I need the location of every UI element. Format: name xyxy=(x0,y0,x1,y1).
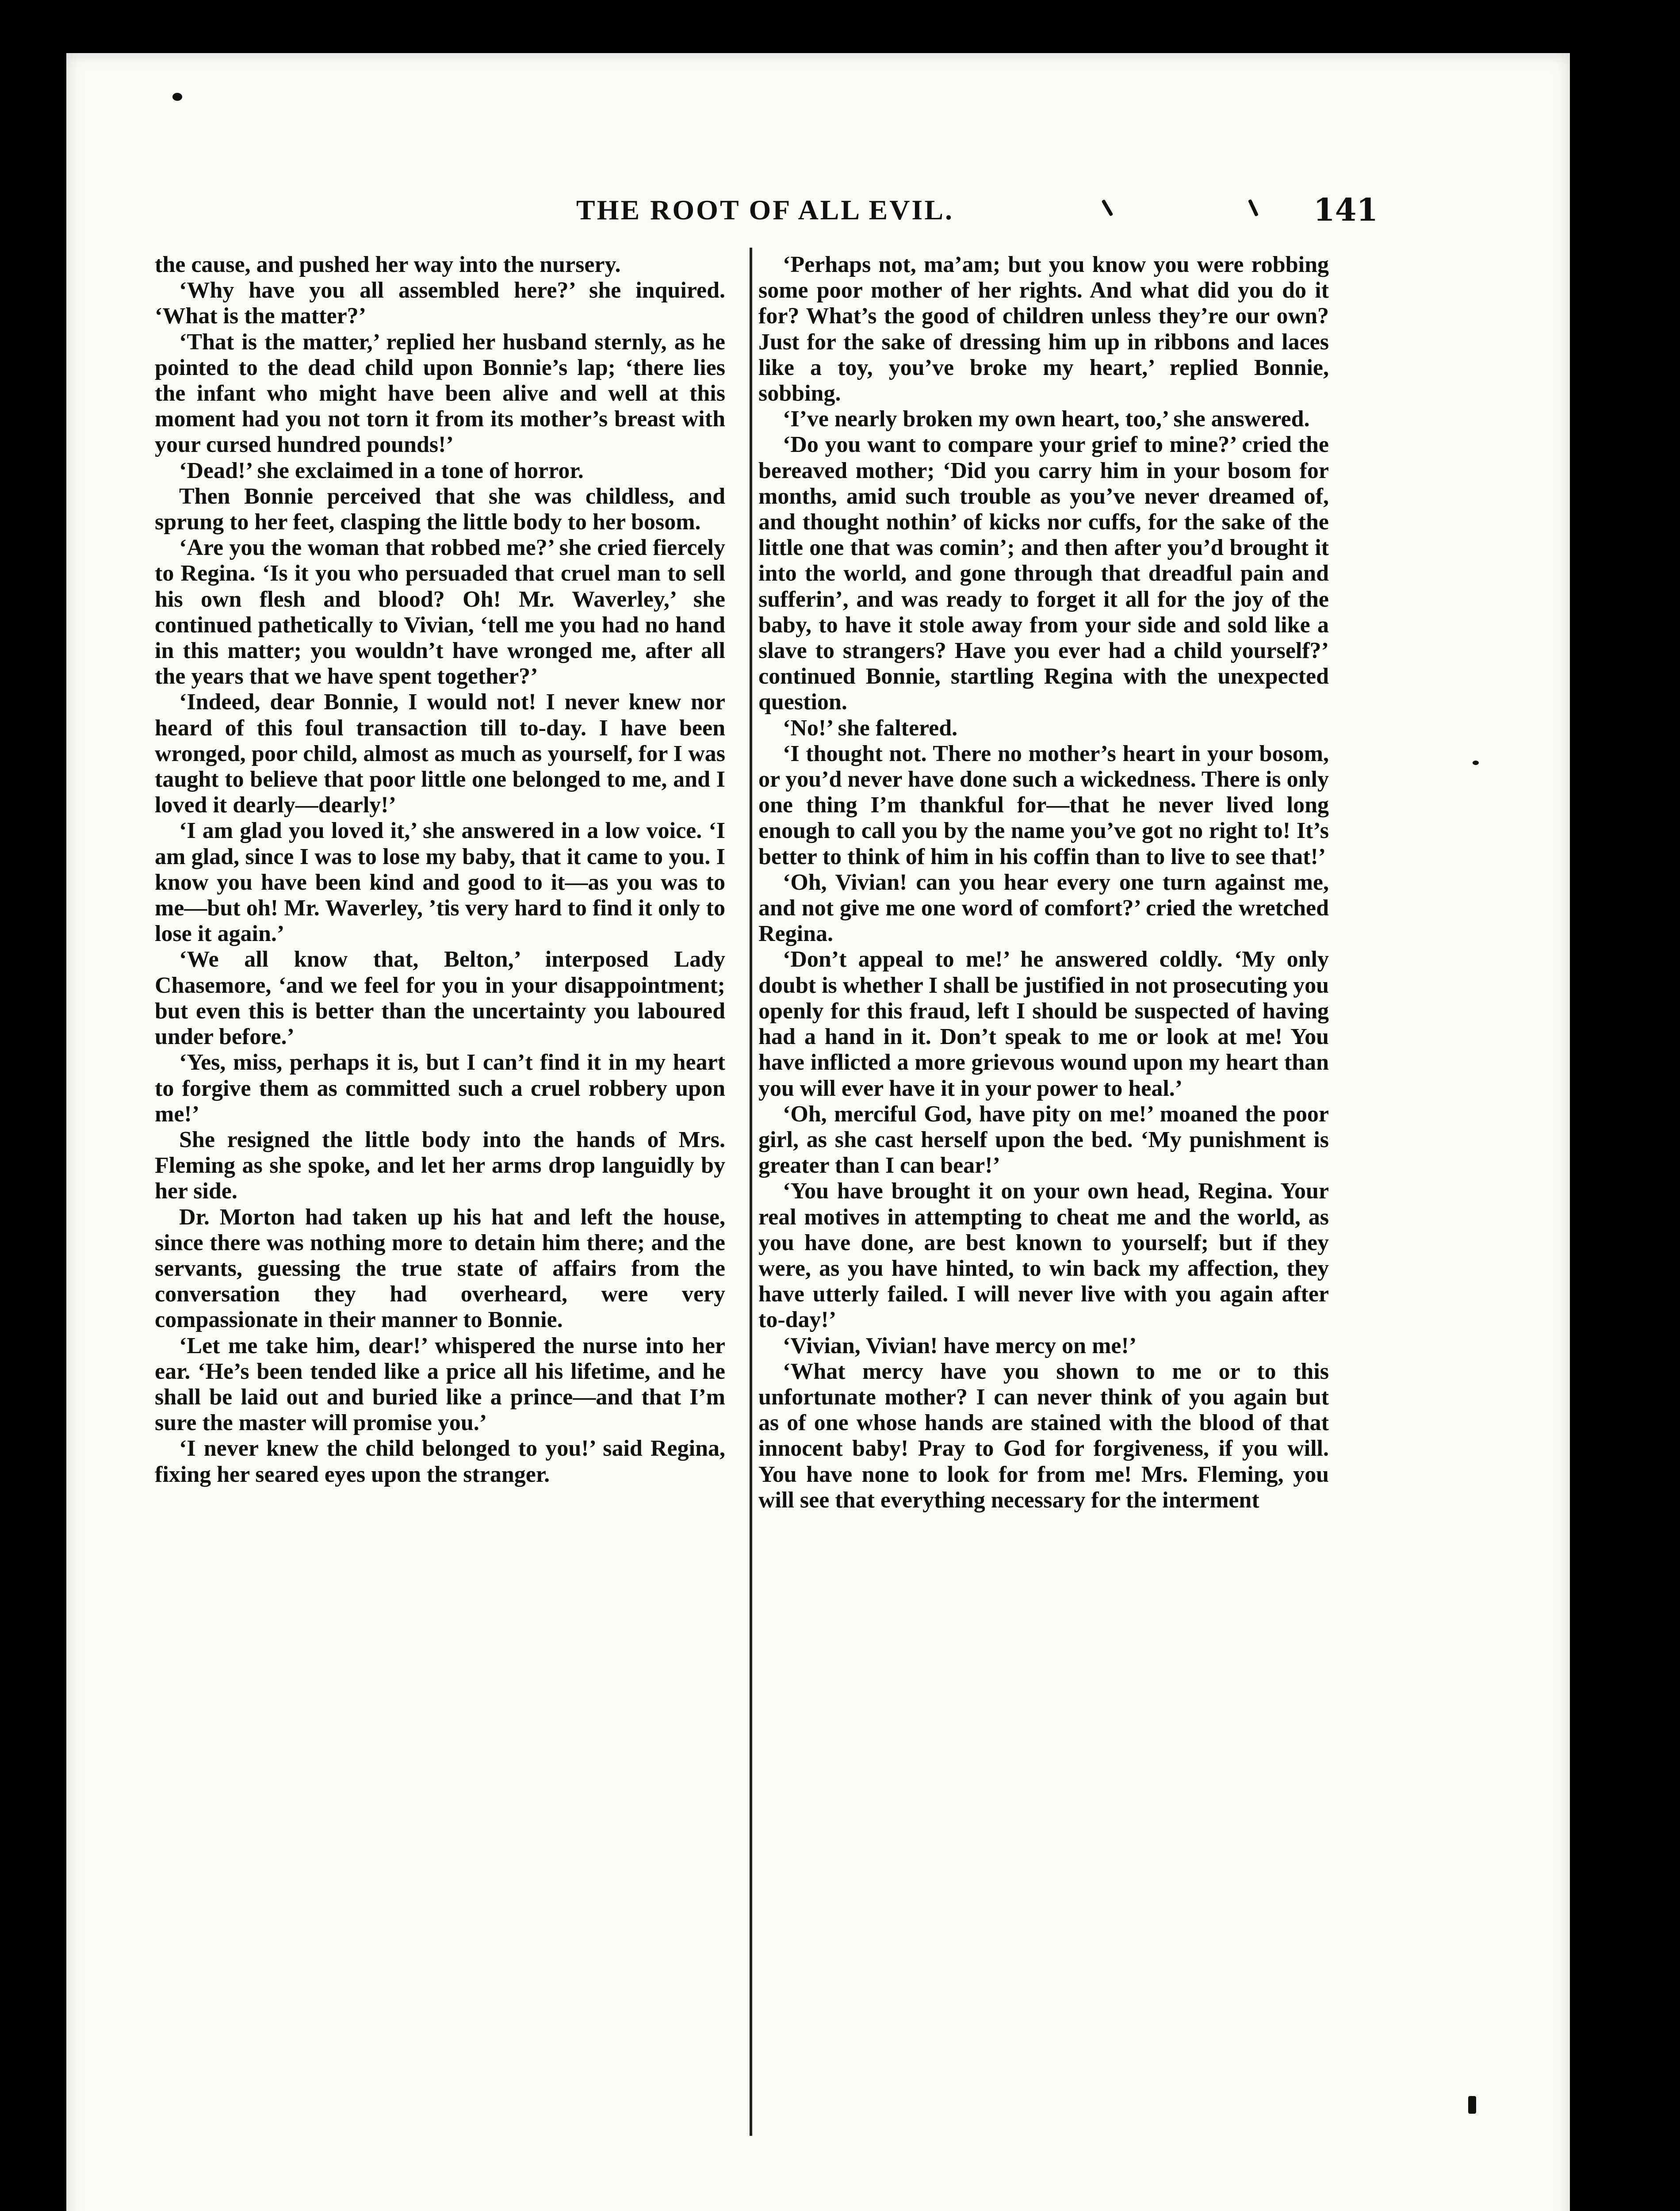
paragraph: She resigned the little body into the hands of Mrs. Fleming as she spoke, and let her arms drop languidly by her side. xyxy=(155,1127,725,1204)
paragraph: Dr. Morton had taken up his hat and left the house, since there was nothing more to detain him there; and the servants, guessing the true state of affairs from the conversation they had overheard, were very compassionate in their manner to Bonnie. xyxy=(155,1204,725,1333)
paragraph: ‘Don’t appeal to me!’ he answered coldly. ‘My only doubt is whether I shall be justified in not prosecuting you openly for this fraud, left I should be suspected of having had a hand in it. Don’t speak to me or look at me! You have inflicted a more grievous wound upon my heart than you will ever have it in your power to heal.’ xyxy=(758,947,1329,1101)
paragraph: ‘Oh, merciful God, have pity on me!’ moaned the poor girl, as she cast herself upon the bed. ‘My punishment is greater than I can bear!’ xyxy=(758,1101,1329,1178)
paragraph: ‘Yes, miss, perhaps it is, but I can’t find it in my heart to forgive them as committed such a cruel robbery upon me!’ xyxy=(155,1050,725,1127)
book-page xyxy=(66,53,1570,2211)
paragraph: ‘I am glad you loved it,’ she answered in a low voice. ‘I am glad, since I was to lose my baby, that it came to you. I know you have been kind and good to it—as you was to me—but oh! Mr. Waverley, ’tis very hard to find it only to lose it again.’ xyxy=(155,818,725,947)
paragraph: ‘Indeed, dear Bonnie, I would not! I never knew nor heard of this foul transaction till to-day. I have been wronged, poor child, almost as much as yourself, for I was taught to believe that poor little one belonged to me, and I loved it dearly—dearly!’ xyxy=(155,689,725,818)
paragraph: ‘You have brought it on your own head, Regina. Your real motives in attempting to cheat me and the world, as you have done, are best known to yourself; but if they were, as you have hinted, to win back my affection, they have utterly failed. I will never live with you again after to-day!’ xyxy=(758,1178,1329,1333)
running-header xyxy=(66,186,1570,234)
paragraph: ‘Perhaps not, ma’am; but you know you were robbing some poor mother of her rights. And what did you do it for? What’s the good of children unless they’re our own? Just for the sake of dressing him up in ribbons and laces like a toy, you’ve broke my heart,’ replied Bonnie, sobbing. xyxy=(758,252,1329,406)
paragraph: ‘Let me take him, dear!’ whispered the nurse into her ear. ‘He’s been tended like a price all his lifetime, and he shall be laid out and buried like a prince—and that I’m sure the master will promise you.’ xyxy=(155,1333,725,1436)
paragraph: ‘Do you want to compare your grief to mine?’ cried the bereaved mother; ‘Did you carry him in your bosom for months, amid such trouble as you’ve never dreamed of, and thought nothin’ of kicks nor cuffs, for the sake of the little one that was comin’; and then after you’d brought it into the world, and gone through that dreadful pain and sufferin’, and was ready to forget it all for the joy of the baby, to have it stole away from your side and sold like a slave to strangers? Have you ever had a child yourself?’ continued Bonnie, startling Regina with the unexpected question. xyxy=(758,432,1329,715)
paragraph: ‘That is the matter,’ replied her husband sternly, as he pointed to the dead child upon Bonnie’s lap; ‘there lies the infant who might have been alive and well at this moment had you not torn it from its mother’s breast with your cursed hundred pounds!’ xyxy=(155,329,725,458)
left-column xyxy=(155,252,725,1488)
right-column xyxy=(758,252,1329,1513)
running-title: THE ROOT OF ALL EVIL. xyxy=(576,194,954,226)
paragraph: ‘I’ve nearly broken my own heart, too,’ she answered. xyxy=(783,406,1310,432)
paragraph: ‘Vivian, Vivian! have mercy on me!’ xyxy=(783,1333,1137,1358)
paragraph: ‘What mercy have you shown to me or to this unfortunate mother? I can never think of you again but as of one whose hands are stained with the blood of that innocent baby! Pray to God for forgiveness, if you will. You have none to look for from me! Mrs. Fleming, you will see that everything necessary for the interment xyxy=(758,1358,1329,1513)
paragraph: ‘I never knew the child belonged to you!’ said Regina, fixing her seared eyes upon the stranger. xyxy=(155,1436,725,1487)
ink-speck xyxy=(172,93,182,101)
paragraph: ‘Oh, Vivian! can you hear every one turn against me, and not give me one word of comfort?’ cried the wretched Regina. xyxy=(758,869,1329,947)
paragraph: Then Bonnie perceived that she was childless, and sprung to her feet, clasping the little body to her bosom. xyxy=(155,483,725,535)
paragraph: ‘No!’ she faltered. xyxy=(783,715,958,741)
paragraph: the cause, and pushed her way into the nursery. xyxy=(155,252,621,277)
page-number: 141 xyxy=(1313,191,1378,228)
paragraph: ‘I thought not. There no mother’s heart in your bosom, or you’d never have done such a wickedness. There is only one thing I’m thankful for—that he never lived long enough to call you by the name you’ve got no right to! It’s better to think of him in his coffin than to live to see that!’ xyxy=(758,741,1329,869)
paragraph: ‘Are you the woman that robbed me?’ she cried fiercely to Regina. ‘Is it you who persuaded that cruel man to sell his own flesh and blood? Oh! Mr. Waverley,’ she continued pathetically to Vivian, ‘tell me you had no hand in this matter; you wouldn’t have wronged me, after all the years that we have spent together?’ xyxy=(155,535,725,689)
column-divider xyxy=(750,248,752,2136)
ink-speck xyxy=(1468,2096,1476,2114)
ink-speck xyxy=(1473,761,1479,765)
paragraph: ‘We all know that, Belton,’ interposed Lady Chasemore, ‘and we feel for you in your disappointment; but even this is better than the uncertainty you laboured under before.’ xyxy=(155,947,725,1050)
paragraph: ‘Why have you all assembled here?’ she inquired. ‘What is the matter?’ xyxy=(155,278,725,329)
paragraph: ‘Dead!’ she exclaimed in a tone of horror. xyxy=(179,458,584,483)
